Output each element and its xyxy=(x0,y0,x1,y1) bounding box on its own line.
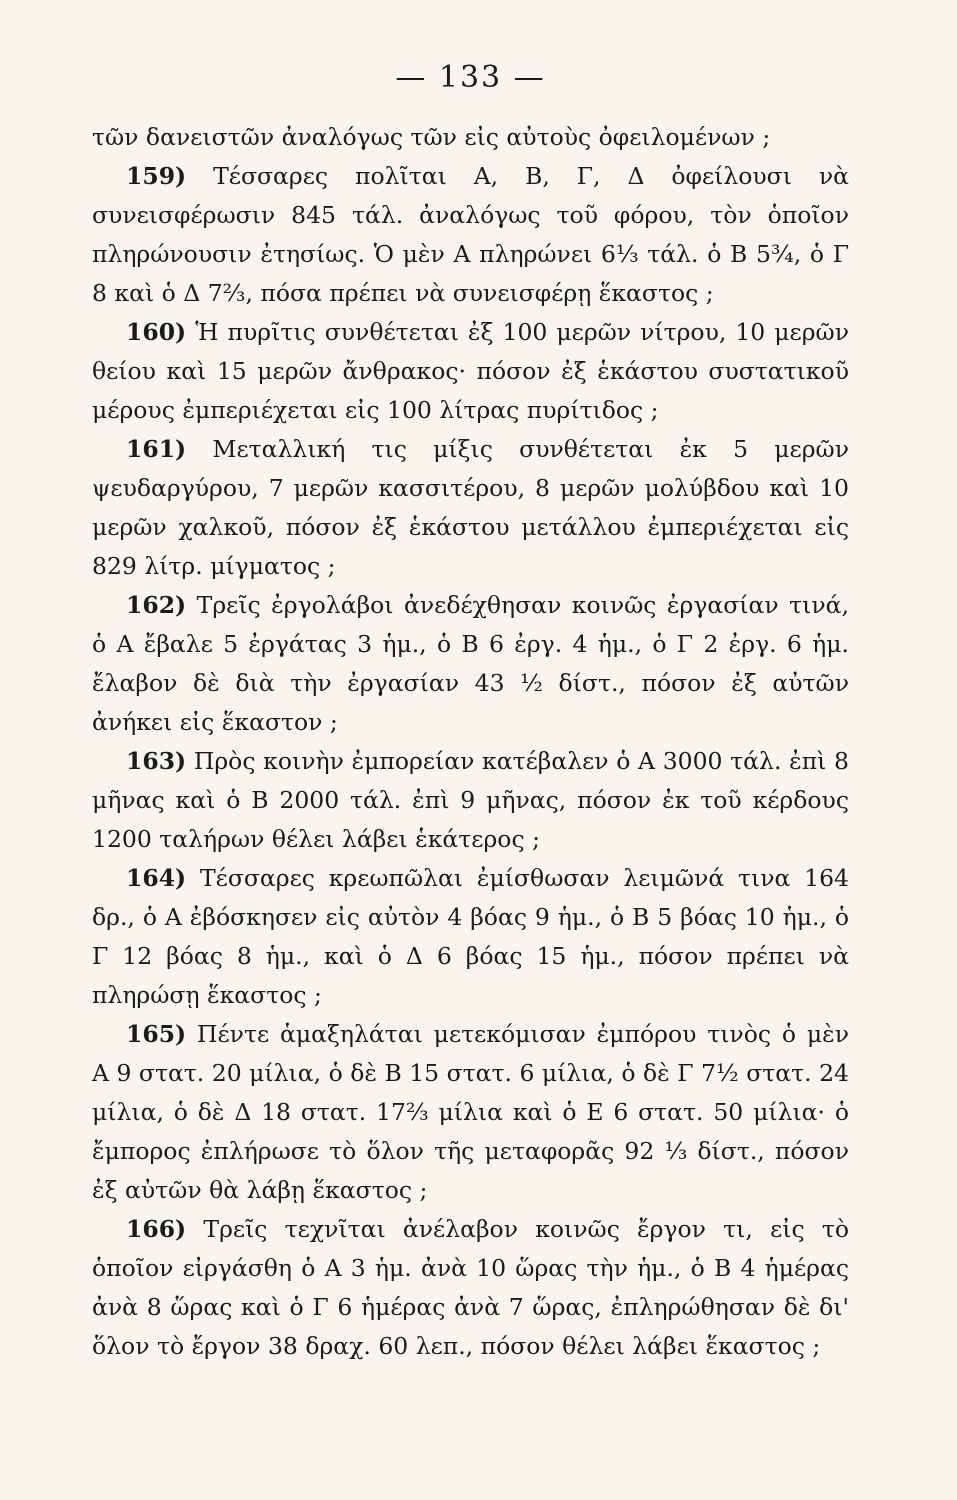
continuation-text xyxy=(92,118,849,157)
paragraph-text: τῶν δανειστῶν ἀναλόγως τῶν εἰς αὐτοὺς ὀφειλομένων ; xyxy=(92,123,771,151)
problem-number: 162) xyxy=(126,591,187,619)
problem-text: Τρεῖς ἐργολάβοι ἀνεδέχθησαν κοινῶς ἐργασίαν τινά, ὁ Α ἔβαλε 5 ἐργάτας 3 ἡμ., ὁ Β 6 ἐργ. 4 ἡμ., ὁ Γ 2 ἐργ. 6 ἡμ. ἔλαβον δὲ διὰ τὴν ἐργασίαν 43 ¹⁄₂ δίστ., πόσον ἐξ αὐτῶν ἀνήκει εἰς ἕκαστον ; xyxy=(92,591,849,736)
problem-text: Πέντε ἁμαξηλάται μετεκόμισαν ἐμπόρου τινὸς ὁ μὲν Α 9 στατ. 20 μίλια, ὁ δὲ Β 15 στατ. 6 μίλια, ὁ δὲ Γ 7¹⁄₂ στατ. 24 μίλια, ὁ δὲ Δ 18 στατ. 17²⁄₃ μίλια καὶ ὁ Ε 6 στατ. 50 μίλια· ὁ ἔμπορος ἐπλήρωσε τὸ ὅλον τῆς μεταφορᾶς 92 ¹⁄₃ δίστ., πόσον ἐξ αὐτῶν θὰ λάβῃ ἕκαστος ; xyxy=(92,1020,849,1204)
problem-163 xyxy=(92,742,849,859)
problem-text: Τέσσαρες πολῖται Α, Β, Γ, Δ ὀφείλουσι νὰ συνεισφέρωσιν 845 τάλ. ἀναλόγως τοῦ φόρου, τὸν ὁποῖον πληρώνουσιν ἐτησίως. Ὁ μὲν Α πληρώνει 6¹⁄₃ τάλ. ὁ Β 5³⁄₄, ὁ Γ 8 καὶ ὁ Δ 7²⁄₃, πόσα πρέπει νὰ συνεισφέρῃ ἕκαστος ; xyxy=(92,162,849,307)
problem-number: 159) xyxy=(126,162,187,190)
problem-number: 164) xyxy=(126,864,187,892)
problem-162 xyxy=(92,586,849,742)
problem-159 xyxy=(92,157,849,313)
problem-text: Πρὸς κοινὴν ἐμπορείαν κατέβαλεν ὁ Α 3000 τάλ. ἐπὶ 8 μῆνας καὶ ὁ Β 2000 τάλ. ἐπὶ 9 μῆνας, πόσον ἐκ τοῦ κέρδους 1200 ταλήρων θέλει λάβει ἑκάτερος ; xyxy=(92,747,849,853)
problem-160 xyxy=(92,313,849,430)
problem-text: Μεταλλική τις μίξις συνθέτεται ἐκ 5 μερῶν ψευδαργύρου, 7 μερῶν κασσιτέρου, 8 μερῶν μολύβδου καὶ 10 μερῶν χαλκοῦ, πόσον ἐξ ἑκάστου μετάλλου ἐμπεριέχεται εἰς 829 λίτρ. μίγματος ; xyxy=(92,435,849,580)
problem-number: 161) xyxy=(126,435,187,463)
problem-165 xyxy=(92,1015,849,1210)
problem-number: 165) xyxy=(126,1020,187,1048)
problem-text: Ἡ πυρῖτις συνθέτεται ἐξ 100 μερῶν νίτρου, 10 μερῶν θείου καὶ 15 μερῶν ἄνθρακος· πόσον ἐξ ἑκάστου συστατικοῦ μέρους ἐμπεριέχεται εἰς 100 λίτρας πυρίτιδος ; xyxy=(92,318,849,424)
page-number: — 133 — xyxy=(395,60,546,95)
problem-number: 166) xyxy=(126,1215,187,1243)
problem-number: 163) xyxy=(126,747,187,775)
problem-text: Τρεῖς τεχνῖται ἀνέλαβον κοινῶς ἔργον τι, εἰς τὸ ὁποῖον εἰργάσθη ὁ Α 3 ἡμ. ἀνὰ 10 ὥρας τὴν ἡμ., ὁ Β 4 ἡμέρας ἀνὰ 8 ὥρας καὶ ὁ Γ 6 ἡμέρας ἀνὰ 7 ὥρας, ἐπληρώθησαν δὲ δι' ὅλον τὸ ἔργον 38 δραχ. 60 λεπ., πόσον θέλει λάβει ἕκαστος ; xyxy=(92,1215,849,1360)
problem-164 xyxy=(92,859,849,1015)
problem-161 xyxy=(92,430,849,586)
problem-number: 160) xyxy=(126,318,187,346)
problem-text: Τέσσαρες κρεωπῶλαι ἐμίσθωσαν λειμῶνά τινα 164 δρ., ὁ Α ἐβόσκησεν εἰς αὐτὸν 4 βόας 9 ἡμ., ὁ Β 5 βόας 10 ἡμ., ὁ Γ 12 βόας 8 ἡμ., καὶ ὁ Δ 6 βόας 15 ἡμ., πόσον πρέπει νὰ πληρώσῃ ἕκαστος ; xyxy=(92,864,849,1009)
problem-166 xyxy=(92,1210,849,1366)
